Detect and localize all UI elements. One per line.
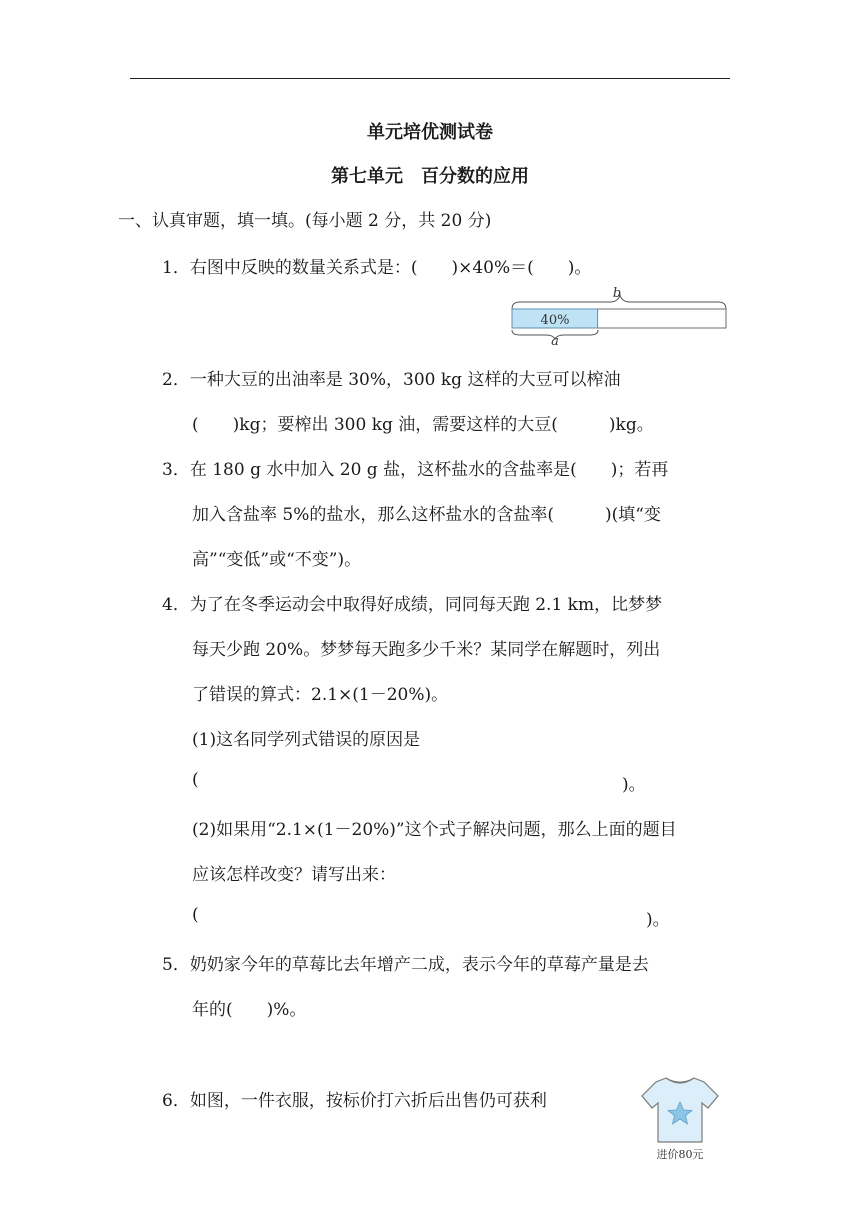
question-2-line-1: 2．一种大豆的出油率是 30%，300 kg 这样的大豆可以榨油 — [162, 370, 621, 390]
question-4-line-3: 了错误的算式：2.1×(1－20%)。 — [192, 685, 449, 705]
percent-label: 40% — [540, 313, 570, 328]
answer-blank-2-close: )。 — [646, 910, 670, 930]
question-3-line-2: 加入含盐率 5%的盐水，那么这杯盐水的含盐率( )(填“变 — [192, 505, 661, 525]
question-3-line-3: 高”“变低”或“不变”)。 — [192, 550, 362, 570]
answer-blank-1-close: )。 — [622, 775, 646, 795]
question-1: 1．右图中反映的数量关系式是：( )×40%＝( )。 — [162, 258, 592, 278]
question-4-sub-2-line-2: 应该怎样改变？请写出来： — [192, 865, 396, 885]
question-4-line-1: 4．为了在冬季运动会中取得好成绩，同同每天跑 2.1 km，比梦梦 — [162, 595, 663, 615]
percent-bar-figure — [508, 285, 730, 345]
answer-blank-2-open: ( — [192, 905, 199, 925]
page-title: 单元培优测试卷 — [367, 122, 493, 143]
question-3-line-1: 3．在 180 g 水中加入 20 g 盐，这杯盐水的含盐率是( )；若再 — [162, 460, 669, 480]
tshirt-illustration — [640, 1072, 720, 1162]
answer-blank-1-open: ( — [192, 770, 199, 790]
unit-subtitle: 第七单元 百分数的应用 — [331, 166, 529, 187]
label-a: a — [551, 334, 559, 345]
header-rule — [130, 78, 730, 79]
question-4-sub-1: (1)这名同学列式错误的原因是 — [192, 730, 421, 750]
question-4-sub-2-line-1: (2)如果用“2.1×(1－20%)”这个式子解决问题，那么上面的题目 — [192, 820, 677, 840]
question-5-line-1: 5．奶奶家今年的草莓比去年增产二成，表示今年的草莓产量是去 — [162, 955, 649, 975]
label-b: b — [612, 286, 622, 301]
question-2-line-2: ( )kg；要榨出 300 kg 油，需要这样的大豆( )kg。 — [192, 415, 654, 435]
section-heading: 一、认真审题，填一填。(每小题 2 分，共 20 分) — [118, 211, 492, 231]
question-4-line-2: 每天少跑 20%。梦梦每天跑多少千米？某同学在解题时，列出 — [192, 640, 661, 660]
question-5-line-2: 年的( )%。 — [192, 1000, 307, 1020]
question-6-line-1: 6．如图，一件衣服，按标价打六折后出售仍可获利 — [162, 1091, 547, 1111]
cost-price-label: 进价80元 — [656, 1148, 704, 1161]
